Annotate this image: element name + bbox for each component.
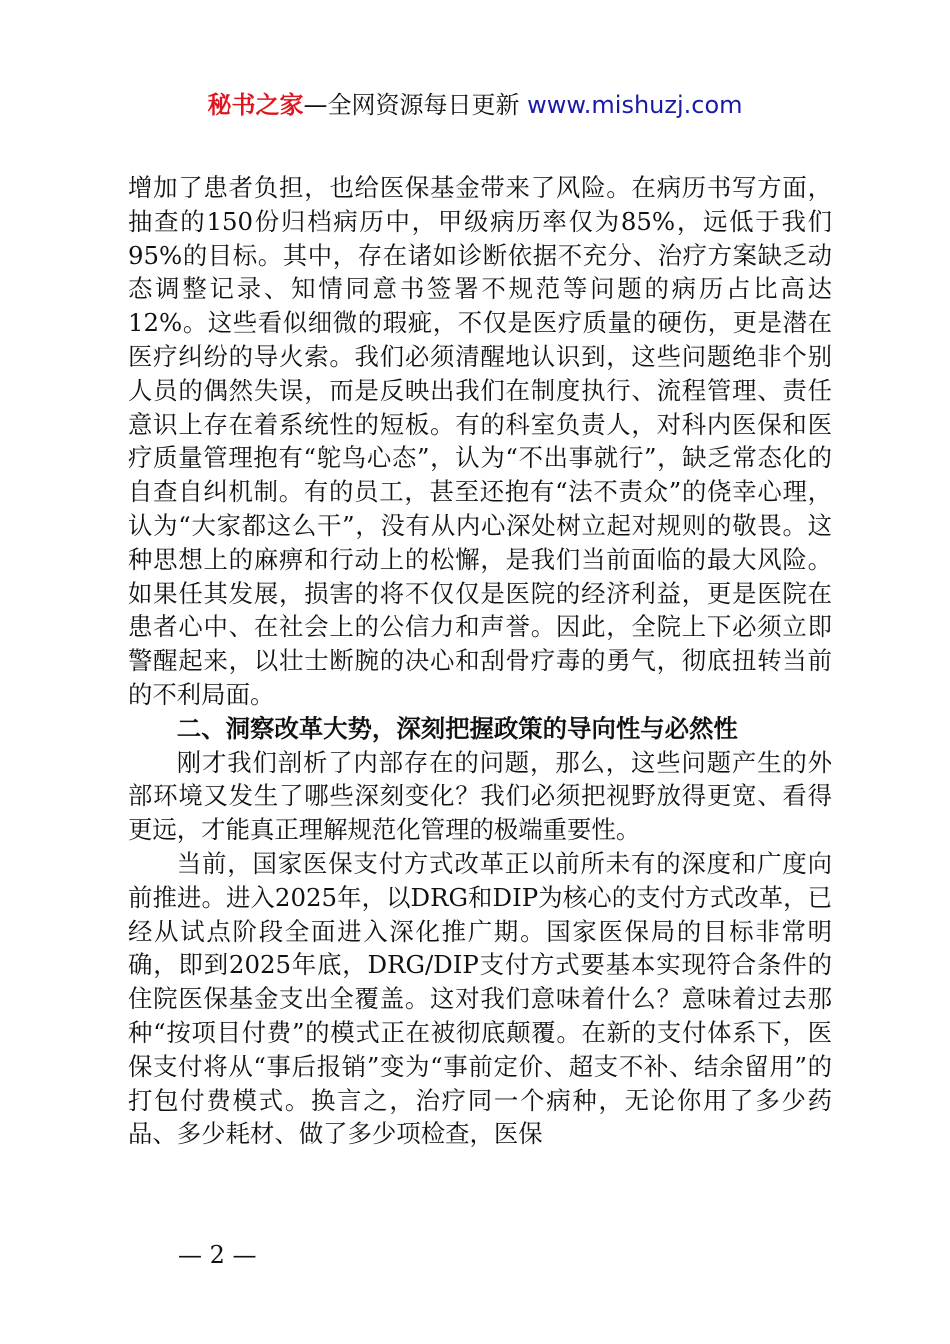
brand-name: 秘书之家 xyxy=(207,91,304,119)
section-heading-2: 二、洞察改革大势，深刻把握政策的导向性与必然性 xyxy=(176,713,738,743)
paragraph-policy: 当前，国家医保支付方式改革正以前所未有的深度和广度向前推进。进入2025年，以DRG和DIP为核心的支付方式改革，已经从试点阶段全面进入深化推广期。国家医保局的目标非常明确，即到2025年底，DRG/DIP支付方式要基本实现符合条件的住院医保基金支出全覆盖。这对我们意味着什么？意味着过去那种“按项目付费”的模式正在被彻底颠覆。在新的支付体系下，医保支付将从“事后报销”变为“事前定价、超支不补、结余留用”的打包付费模式。换言之，治疗同一个病种，无论你用了多少药品、多少耗材、做了多少项检查，医保 xyxy=(128,848,832,1149)
site-url-link[interactable]: www.mishuzj.com xyxy=(527,91,743,119)
site-header xyxy=(0,88,950,122)
header-slogan: —全网资源每日更新 xyxy=(303,91,528,119)
document-body xyxy=(128,171,832,1151)
paragraph-intro: 刚才我们剖析了内部存在的问题，那么，这些问题产生的外部环境又发生了哪些深刻变化？我们必须把视野放得更宽、看得更远，才能真正理解规范化管理的极端重要性。 xyxy=(128,747,832,845)
paragraph-continued: 增加了患者负担，也给医保基金带来了风险。在病历书写方面，抽查的150份归档病历中，甲级病历率仅为85%，远低于我们95%的目标。其中，存在诸如诊断依据不充分、治疗方案缺乏动态调整记录、知情同意书签署不规范等问题的病历占比高达12%。这些看似细微的瑕疵，不仅是医疗质量的硬伤，更是潜在医疗纠纷的导火索。我们必须清醒地认识到，这些问题绝非个别人员的偶然失误，而是反映出我们在制度执行、流程管理、责任意识上存在着系统性的短板。有的科室负责人，对科内医保和医疗质量管理抱有“鸵鸟心态”，认为“不出事就行”，缺乏常态化的自查自纠机制。有的员工，甚至还抱有“法不责众”的侥幸心理，认为“大家都这么干”，没有从内心深处树立起对规则的敬畏。这种思想上的麻痹和行动上的松懈，是我们当前面临的最大风险。如果任其发展，损害的将不仅仅是医院的经济利益，更是医院在患者心中、在社会上的公信力和声誉。因此，全院上下必须立即警醒起来，以壮士断腕的决心和刮骨疗毒的勇气，彻底扭转当前的不利局面。 xyxy=(128,173,832,709)
page-number: — 2 — xyxy=(178,1241,257,1269)
